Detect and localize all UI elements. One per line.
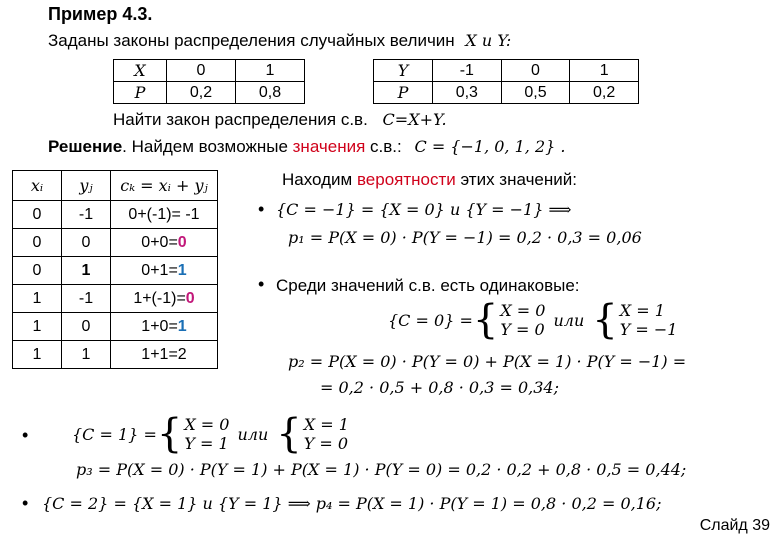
event-c0 — [388, 298, 677, 342]
probability-heading — [282, 170, 577, 190]
intro-variables: X и Y: — [465, 31, 512, 50]
system — [302, 415, 349, 453]
calc-header-c: cₖ = xᵢ + yⱼ — [111, 171, 218, 201]
solution-text: . Найдем возможные — [122, 137, 293, 156]
calc-value: 0 — [177, 233, 187, 251]
prob-heading-highlight: вероятности — [356, 170, 456, 189]
system-top: X = 0 — [500, 301, 546, 320]
slide-number: Слайд 39 — [699, 517, 770, 534]
system-bottom: Y = 1 — [184, 434, 229, 453]
calc-header-y: yⱼ — [62, 171, 111, 201]
calc-cell-x: 0 — [13, 201, 62, 229]
system-bottom: Y = 0 — [303, 434, 349, 453]
calc-expr: 0+1= — [141, 261, 178, 279]
calc-expr: 1+1=2 — [141, 345, 187, 363]
c1-left: {C = 1} = — [72, 424, 157, 444]
solution-line — [48, 137, 565, 157]
calc-expr: 1+0= — [141, 317, 178, 335]
table-x-header: X — [114, 60, 167, 82]
example-title: Пример 4.3. — [48, 4, 153, 24]
table-x-cell: 0 — [167, 60, 236, 82]
task-expression: C=X+Y. — [382, 110, 447, 129]
system-top: X = 1 — [303, 415, 349, 434]
table-y-header: P — [374, 82, 433, 104]
table-y-header: Y — [374, 60, 433, 82]
calc-cell-c — [111, 285, 218, 313]
solution-label: Решение — [48, 137, 123, 156]
event-c2-and-p4: {C = 2} = {X = 1} и {Y = 1} ⟹ p₄ = P(X = 1) · P(Y = 1) = 0,8 · 0,2 = 0,16; — [42, 494, 662, 513]
prob-heading-text-end: этих значений: — [455, 170, 577, 189]
left-brace-icon: { — [276, 411, 302, 457]
p2-formula-line2: = 0,2 · 0,5 + 0,8 · 0,3 = 0,34; — [320, 378, 559, 397]
distribution-table-x — [113, 59, 305, 104]
intro-text — [48, 31, 511, 51]
left-brace-icon: { — [592, 297, 618, 343]
table-y-cell: -1 — [433, 60, 502, 82]
calc-cell-y: 0 — [62, 313, 111, 341]
or-word: или — [237, 424, 269, 444]
calc-cell-x: 1 — [13, 313, 62, 341]
event-c-minus1: {C = −1} = {X = 0} и {Y = −1} ⟹ — [276, 200, 572, 219]
bullet: • — [258, 199, 265, 219]
p2-formula-line1: p₂ = P(X = 0) · P(Y = 0) + P(X = 1) · P(Y = −1) = — [288, 352, 687, 371]
calc-table — [12, 170, 218, 369]
table-x-cell: 0,2 — [167, 82, 236, 104]
calc-cell-x: 1 — [13, 285, 62, 313]
task-label: Найти закон распределения с.в. — [113, 110, 368, 129]
distribution-table-y — [373, 59, 639, 104]
table-x-cell: 1 — [236, 60, 305, 82]
intro-label: Заданы законы распределения случайных величин — [48, 31, 455, 50]
task-text — [113, 110, 447, 130]
calc-cell-y: 1 — [62, 341, 111, 369]
calc-cell-c — [111, 313, 218, 341]
system — [182, 415, 229, 453]
system — [498, 301, 545, 339]
calc-cell-y: -1 — [62, 201, 111, 229]
system-top: X = 0 — [184, 415, 230, 434]
table-x-header: P — [114, 82, 167, 104]
solution-text-end: с.в.: — [365, 137, 402, 156]
table-row — [13, 285, 218, 313]
table-row — [13, 341, 218, 369]
left-brace-icon: { — [156, 411, 183, 457]
table-row — [13, 201, 218, 229]
solution-set: C = {−1, 0, 1, 2} . — [414, 137, 566, 156]
calc-cell-c — [111, 341, 218, 369]
calc-expr: 0+0= — [141, 233, 178, 251]
table-y-cell: 0,5 — [501, 82, 570, 104]
system-bottom: Y = 0 — [500, 320, 545, 339]
calc-cell-x: 1 — [13, 341, 62, 369]
calc-cell-y: 1 — [62, 257, 111, 285]
p1-formula: p₁ = P(X = 0) · P(Y = −1) = 0,2 · 0,3 = 0,06 — [288, 228, 642, 247]
calc-cell-y: -1 — [62, 285, 111, 313]
table-x-cell: 0,8 — [236, 82, 305, 104]
calc-cell-y: 0 — [62, 229, 111, 257]
table-y-cell: 0 — [501, 60, 570, 82]
table-y-cell: 1 — [570, 60, 639, 82]
system-top: X = 1 — [619, 301, 665, 320]
p3-formula: p₃ = P(X = 0) · P(Y = 1) + P(X = 1) · P(Y = 0) = 0,2 · 0,2 + 0,8 · 0,5 = 0,44; — [76, 460, 687, 479]
calc-expr: 1+(-1)= — [133, 289, 186, 307]
table-row — [13, 229, 218, 257]
prob-heading-text: Находим — [282, 170, 357, 189]
table-y-cell: 0,2 — [570, 82, 639, 104]
calc-value: 1 — [177, 261, 187, 279]
table-row — [13, 313, 218, 341]
bullet: • — [22, 493, 29, 513]
calc-cell-c — [111, 257, 218, 285]
calc-value: 1 — [177, 317, 187, 335]
bullet: • — [258, 274, 265, 294]
calc-header-x: xᵢ — [13, 171, 62, 201]
calc-expr: 0+(-1)= -1 — [128, 205, 200, 223]
calc-cell-c — [111, 201, 218, 229]
bullet: • — [22, 425, 29, 445]
same-values-text: Среди значений с.в. есть одинаковые: — [276, 276, 580, 295]
calc-cell-x: 0 — [13, 257, 62, 285]
system — [618, 301, 678, 339]
left-brace-icon: { — [472, 297, 499, 343]
calc-value: 0 — [185, 289, 195, 307]
event-c1 — [72, 412, 349, 456]
or-word: или — [553, 310, 585, 330]
calc-cell-c — [111, 229, 218, 257]
c0-left: {C = 0} = — [388, 310, 473, 330]
system-bottom: Y = −1 — [619, 320, 678, 339]
table-y-cell: 0,3 — [433, 82, 502, 104]
solution-highlight: значения — [292, 137, 366, 156]
table-row — [13, 257, 218, 285]
calc-cell-x: 0 — [13, 229, 62, 257]
